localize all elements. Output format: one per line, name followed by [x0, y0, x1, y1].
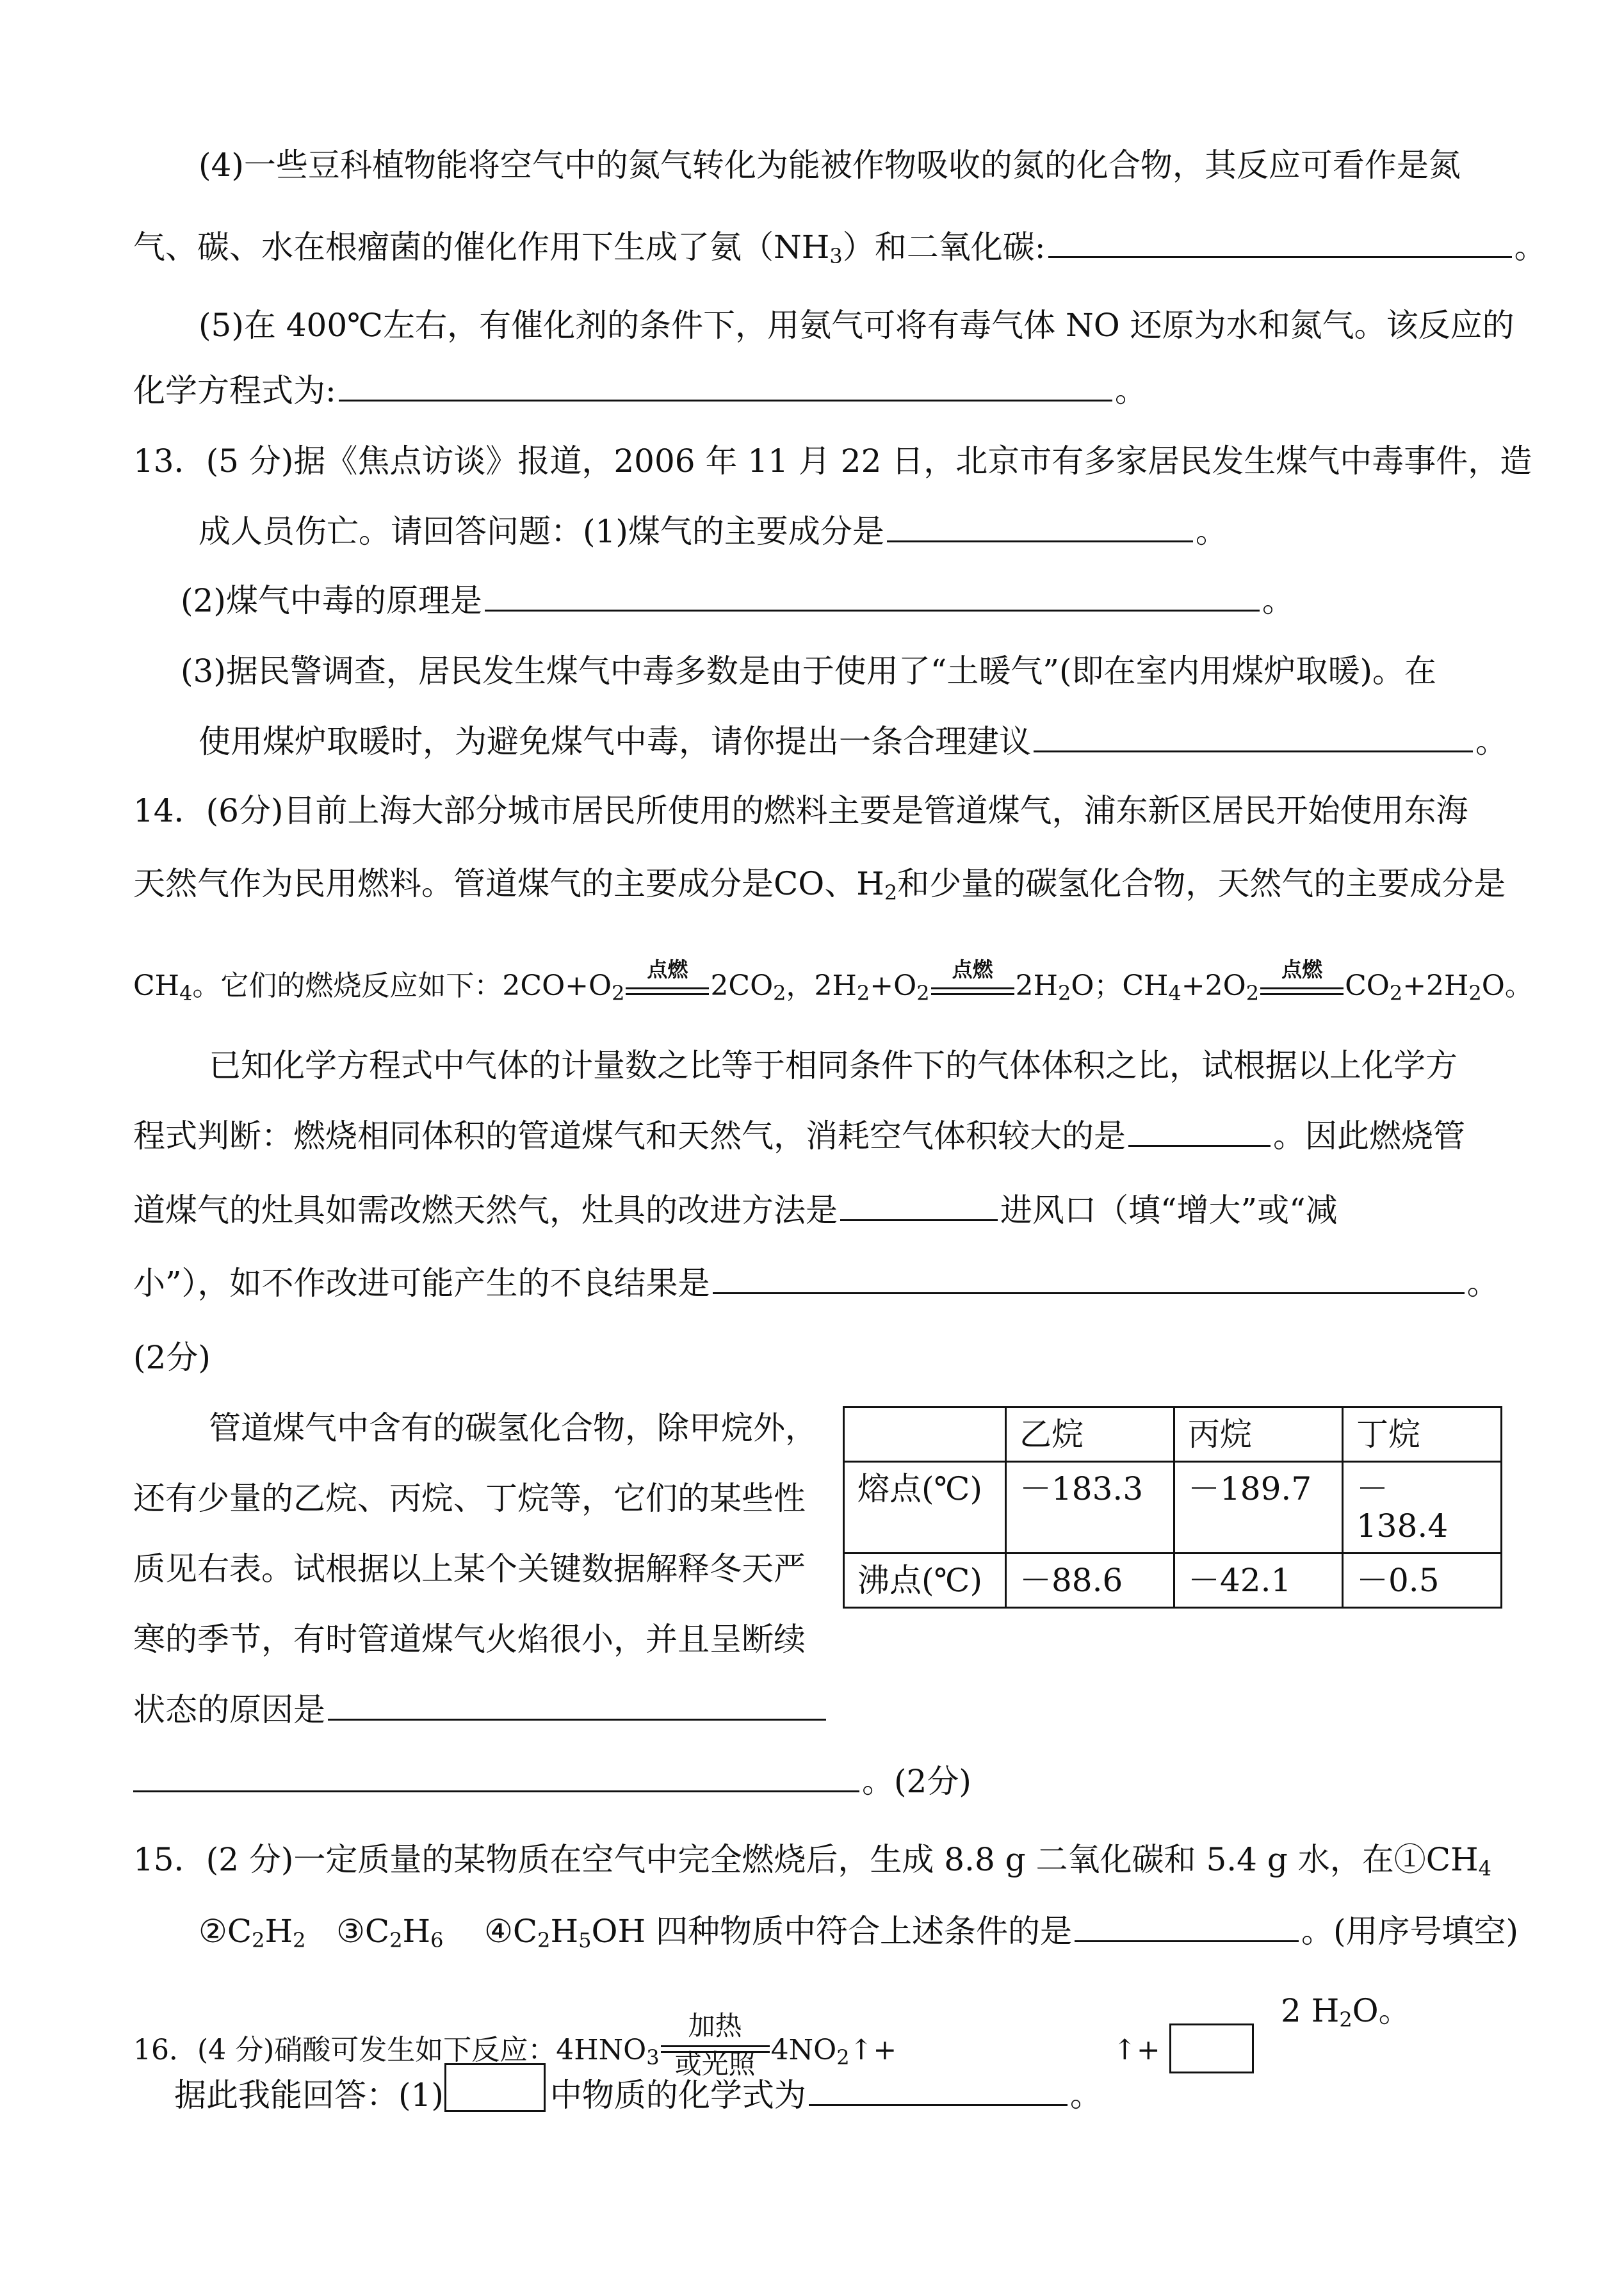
eq3-left-b: +2O	[1181, 969, 1246, 1002]
eq3-right-b: +2H	[1402, 969, 1469, 1002]
q13-q3-answer-blank[interactable]	[1034, 725, 1473, 752]
q15-sub: 2	[293, 1928, 306, 1952]
q15-prompt: OH 四种物质中符合上述条件的是	[591, 1913, 1072, 1950]
ignite-arrow-1	[626, 957, 709, 1005]
eq2-left-sub1: 2	[856, 981, 870, 1005]
eq2-left-sub2: 2	[916, 981, 930, 1005]
alkane-properties-table	[843, 1406, 1502, 1609]
q14-line2-b: 和少量的碳氢化合物，天然气的主要成分是	[897, 865, 1506, 902]
eq2-right-sub: 2	[1057, 981, 1071, 1005]
q13-q2-answer-blank[interactable]	[485, 584, 1260, 612]
q14-para3-line5	[133, 1691, 829, 1729]
ignite-arrow-3	[1260, 957, 1344, 1005]
q13-line2	[199, 512, 1228, 551]
q14-para3-line3: 质见右表。试根据以上某个关键数据解释冬天严	[133, 1550, 806, 1587]
q12-p5-line1: (5)在 400℃左右，有催化剂的条件下，用氨气可将有毒气体 NO 还原为水和氮气。该反应的	[199, 307, 1514, 344]
q13-q1-text: 成人员伤亡。请回答问题：(1)煤气的主要成分是	[199, 513, 884, 550]
q14-para3-line2: 还有少量的乙烷、丙烷、丁烷等，它们的某些性	[133, 1480, 806, 1517]
q14-para2-line3	[133, 1191, 1338, 1229]
q14-para3-line6	[133, 1762, 971, 1801]
q15-end: 。(用序号填空)	[1301, 1913, 1519, 1950]
q15-answer-blank[interactable]	[1075, 1915, 1299, 1942]
table-header-cell: 丁烷	[1343, 1407, 1502, 1462]
no2-product: 4NO	[770, 2034, 837, 2066]
q12-p5-end: 。	[1114, 372, 1147, 409]
q16-line2-text: 据此我能回答：(1)	[174, 2077, 444, 2114]
ignite-condition-3: 点燃	[1281, 957, 1323, 982]
table-row	[844, 1462, 1502, 1553]
hno3-sub: 3	[646, 2045, 660, 2070]
q16-formula-blank[interactable]	[809, 2079, 1068, 2106]
eq3-right-c: O。	[1481, 969, 1533, 1002]
q13-q3-text: 使用煤炉取暖时，为避免煤气中毒，请你提出一条合理建议	[199, 723, 1031, 760]
eq3-left-sub: 4	[1168, 981, 1181, 1005]
q14-reason-blank-2[interactable]	[133, 1765, 859, 1792]
q13-q2-end: 。	[1262, 582, 1294, 619]
q15-opt4-a: ④C	[443, 1913, 538, 1950]
eq3-right: CO	[1345, 969, 1390, 1002]
q14-line1: 14．(6分)目前上海大部分城市居民所使用的燃料主要是管道煤气，浦东新区居民开始使用东海	[133, 792, 1468, 829]
no2-tail: ↑+	[849, 2034, 897, 2066]
eq2-left-b: +O	[870, 969, 917, 1002]
q14-para3-line1: 管道煤气中含有的碳氢化合物，除甲烷外，	[209, 1409, 817, 1447]
eq3-right-sub: 2	[1389, 981, 1403, 1005]
water-sub: 2	[1339, 2007, 1352, 2032]
q15-ch4-sub: 4	[1478, 1856, 1491, 1881]
q13-q3-end: 。	[1475, 723, 1507, 760]
q15-line1-text: 15．(2 分)一定质量的某物质在空气中完全燃烧后，生成 8.8 g 二氧化碳和 5.4 g 水，在①CH	[133, 1841, 1479, 1878]
q15-opt3-a: ③C	[305, 1913, 390, 1950]
q14-reason-end: 。(2分)	[862, 1763, 971, 1800]
ch4-sub: 4	[179, 981, 193, 1005]
q14-para3-line4: 寒的季节，有时管道煤气火焰很小，并且呈断续	[133, 1621, 806, 1658]
q12-p5-text: 化学方程式为:	[133, 372, 336, 409]
table-header-row	[844, 1407, 1502, 1462]
table-header-cell	[844, 1407, 1006, 1462]
q14-para3-text: 道煤气的灶具如需改燃天然气，灶具的改进方法是	[133, 1192, 838, 1229]
water-tail: O。	[1352, 1992, 1411, 2029]
table-header-cell: 乙烷	[1006, 1407, 1174, 1462]
q14-para2-line1: 已知化学方程式中气体的计量数之比等于相同条件下的气体体积之比，试根据以上化学方	[209, 1047, 1458, 1084]
q12-p4-text: 气、碳、水在根瘤菌的催化作用下生成了氨（NH	[133, 229, 830, 266]
q12-p4-end: 。	[1514, 229, 1547, 266]
q16-arrow-plus: ↑+	[1113, 2034, 1160, 2066]
q15-sub: 2	[389, 1928, 403, 1952]
table-row	[844, 1553, 1502, 1608]
q16-line2-text-b: 中物质的化学式为	[549, 2077, 806, 2114]
q14-para2-line4	[133, 1264, 1499, 1302]
ignite-condition-1: 点燃	[647, 957, 688, 982]
q15-opt3-b: H	[402, 1913, 431, 1950]
q14-para2-line2	[133, 1117, 1465, 1155]
eq-lead-text: 。它们的燃烧反应如下：	[192, 969, 503, 1002]
q12-p4-line1: (4)一些豆科植物能将空气中的氮气转化为能被作物吸收的氮的化合物，其反应可看作是氮	[199, 147, 1461, 184]
nh3-sub: 3	[829, 244, 843, 268]
eq3-left-sub2: 2	[1246, 981, 1260, 1005]
q16-product-box-2[interactable]	[1169, 2023, 1254, 2073]
table-cell: －183.3	[1006, 1462, 1174, 1553]
eq2-right-b: O；CH	[1071, 969, 1169, 1002]
q15-line1	[133, 1840, 1491, 1879]
q15-opt4-b: H	[550, 1913, 579, 1950]
q14-para3-end: 进风口（填“增大”或“减	[1000, 1192, 1338, 1229]
q14-air-volume-blank[interactable]	[1128, 1119, 1271, 1147]
q14-para2-text: 程式判断：燃烧相同体积的管道煤气和天然气，消耗空气体积较大的是	[133, 1117, 1126, 1155]
q13-line3	[181, 581, 1294, 620]
heat-condition: 加热	[688, 2010, 742, 2041]
q13-q1-answer-blank[interactable]	[887, 515, 1193, 542]
q13-line1: 13．(5 分)据《焦点访谈》报道，2006 年 11 月 22 日，北京市有多家居民发生煤气中毒事件，造	[133, 442, 1532, 480]
table-cell: －0.5	[1343, 1553, 1502, 1608]
q15-opt2-a: ②C	[199, 1913, 252, 1950]
q14-reason-blank-1[interactable]	[328, 1693, 826, 1721]
q12-p4-text-b: ）和二氧化碳:	[842, 229, 1046, 266]
q13-q2-text: (2)煤气中毒的原理是	[181, 582, 482, 619]
eq1-right-sub: 2	[773, 981, 786, 1005]
q14-line2-a: 天然气作为民用燃料。管道煤气的主要成分是CO、H	[133, 865, 884, 902]
q14-para4-end: 。	[1466, 1265, 1499, 1302]
q12-p5-line2	[133, 371, 1147, 410]
q14-reason-text: 状态的原因是	[133, 1691, 325, 1728]
table-cell: －88.6	[1006, 1553, 1174, 1608]
q12-p4-answer-blank[interactable]	[1048, 231, 1512, 258]
ignite-condition-2: 点燃	[952, 957, 993, 982]
eq1-right: 2CO	[710, 969, 774, 1002]
q14-equations	[133, 957, 1533, 1005]
ch4-lead: CH	[133, 969, 180, 1002]
q12-p5-answer-blank[interactable]	[339, 374, 1112, 401]
q14-para2-end: 。因此燃烧管	[1273, 1117, 1465, 1155]
q14-score: (2分)	[133, 1339, 211, 1376]
table-cell: 熔点(℃)	[844, 1462, 1006, 1553]
table-header-cell: 丙烷	[1174, 1407, 1343, 1462]
eq1-left: 2CO+O	[502, 969, 612, 1002]
q14-para4-text: 小”），如不作改进可能产生的不良结果是	[133, 1265, 710, 1302]
no2-sub: 2	[836, 2045, 850, 2070]
q13-line5	[199, 722, 1507, 761]
q14-line2	[133, 864, 1506, 903]
heat-light-arrow	[661, 2010, 770, 2080]
q13-q1-end: 。	[1195, 513, 1228, 550]
q16-line1-text: 16．(4 分)硝酸可发生如下反应：4HNO	[133, 2034, 647, 2066]
h2-sub: 2	[884, 880, 898, 905]
q12-p4-line2	[133, 228, 1547, 266]
q14-inlet-blank[interactable]	[840, 1194, 998, 1221]
table-cell: －189.7	[1174, 1462, 1343, 1553]
q15-opt2-b: H	[264, 1913, 293, 1950]
table-cell: －42.1	[1174, 1553, 1343, 1608]
q15-sub: 2	[252, 1928, 265, 1952]
q15-sub: 2	[537, 1928, 551, 1952]
q13-line4: (3)据民警调查，居民发生煤气中毒多数是由于使用了“土暖气”(即在室内用煤炉取暖)。在	[181, 653, 1436, 690]
q16-line2	[174, 2076, 1102, 2114]
eq3-right-sub2: 2	[1468, 981, 1482, 1005]
light-condition: 或光照	[674, 2048, 756, 2080]
q15-line2	[199, 1912, 1518, 1950]
q14-bad-result-blank[interactable]	[713, 1267, 1465, 1294]
eq2-right: 2H	[1015, 969, 1058, 1002]
eq2-left: ，2H	[786, 969, 857, 1002]
q16-product-box-1[interactable]	[444, 2063, 546, 2112]
table-cell: － 138.4	[1343, 1462, 1502, 1553]
water-text: 2 H	[1281, 1992, 1340, 2029]
table-cell: 沸点(℃)	[844, 1553, 1006, 1608]
eq1-left-sub: 2	[612, 981, 625, 1005]
ignite-arrow-2	[931, 957, 1014, 1005]
q16-water	[1281, 1991, 1411, 2030]
q16-end: 。	[1069, 2077, 1102, 2114]
q15-sub: 5	[578, 1928, 592, 1952]
q15-sub: 6	[430, 1928, 444, 1952]
